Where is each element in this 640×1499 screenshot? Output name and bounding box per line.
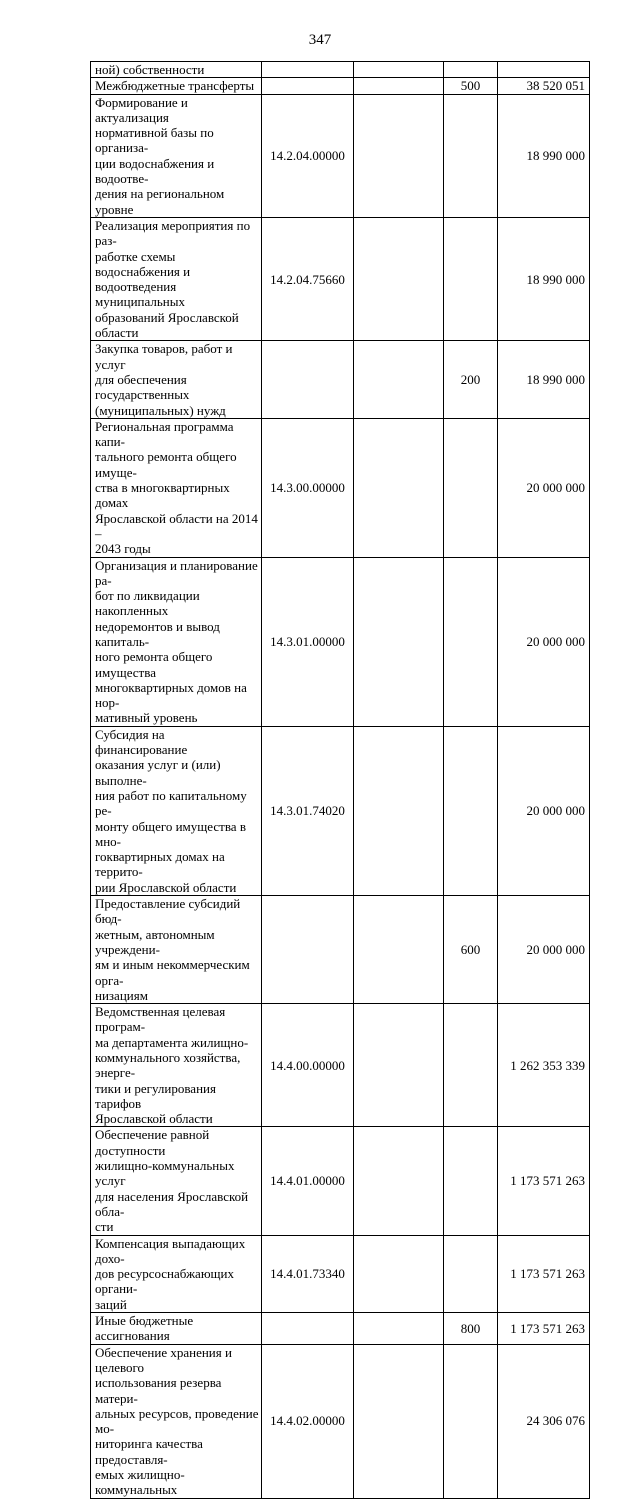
row-blank-cell [354, 217, 444, 340]
row-amount: 20 000 000 [498, 418, 590, 557]
row-code: 14.4.02.00000 [262, 1344, 354, 1498]
row-expense-kind [444, 418, 498, 557]
row-expense-kind: 600 [444, 896, 498, 1004]
budget-table [90, 61, 590, 1499]
row-blank-cell [354, 1235, 444, 1312]
table-row [91, 1235, 590, 1312]
row-name: Организация и планирование ра- бот по ликвидации накопленных недоремонтов и вывод капиталь- ного ремонта общего имущества многоквартирных домов на нор- мативный уровень [91, 557, 262, 726]
table-row [91, 1127, 590, 1235]
row-expense-kind [444, 557, 498, 726]
row-code: 14.3.00.00000 [262, 418, 354, 557]
row-name: Региональная программа капи- тального ремонта общего имуще- ства в многоквартирных домах Ярославской области на 2014 – 2043 годы [91, 418, 262, 557]
row-blank-cell [354, 557, 444, 726]
row-code: 14.3.01.00000 [262, 557, 354, 726]
row-expense-kind [444, 217, 498, 340]
table-row [91, 557, 590, 726]
row-amount: 20 000 000 [498, 896, 590, 1004]
row-amount: 38 520 051 [498, 78, 590, 94]
row-code: 14.4.01.73340 [262, 1235, 354, 1312]
row-amount: 18 990 000 [498, 341, 590, 418]
row-amount: 1 173 571 263 [498, 1235, 590, 1312]
table-row [91, 726, 590, 895]
row-blank-cell [354, 418, 444, 557]
row-name: Обеспечение хранения и целевого использования резерва матери- альных ресурсов, проведение мо- ниторинга качества предоставля- емых жилищно-коммунальных [91, 1344, 262, 1498]
row-blank-cell [354, 78, 444, 94]
row-name: Субсидия на финансирование оказания услуг и (или) выполне- ния работ по капитальному ре- монту общего имущества в мно- гоквартирных домах на террито- рии Ярославской области [91, 726, 262, 895]
row-expense-kind [444, 62, 498, 78]
table-row [91, 418, 590, 557]
table-row [91, 1344, 590, 1498]
table-row [91, 62, 590, 78]
row-blank-cell [354, 94, 444, 217]
table-row [91, 1313, 590, 1345]
row-expense-kind: 200 [444, 341, 498, 418]
row-expense-kind [444, 1004, 498, 1127]
row-code [262, 1313, 354, 1345]
row-code [262, 896, 354, 1004]
row-amount: 1 262 353 339 [498, 1004, 590, 1127]
table-row [91, 341, 590, 418]
row-amount: 24 306 076 [498, 1344, 590, 1498]
row-expense-kind [444, 1235, 498, 1312]
row-code: 14.3.01.74020 [262, 726, 354, 895]
row-code: 14.2.04.00000 [262, 94, 354, 217]
row-code [262, 341, 354, 418]
row-blank-cell [354, 341, 444, 418]
table-row [91, 78, 590, 94]
row-blank-cell [354, 62, 444, 78]
table-row [91, 1004, 590, 1127]
row-amount: 20 000 000 [498, 726, 590, 895]
row-amount [498, 62, 590, 78]
row-expense-kind: 500 [444, 78, 498, 94]
row-code [262, 78, 354, 94]
row-code: 14.4.01.00000 [262, 1127, 354, 1235]
row-amount: 1 173 571 263 [498, 1313, 590, 1345]
row-expense-kind [444, 1344, 498, 1498]
row-name: Ведомственная целевая програм- ма департамента жилищно- коммунального хозяйства, энерге- тики и регулирования тарифов Ярославской области [91, 1004, 262, 1127]
row-blank-cell [354, 726, 444, 895]
row-name: Межбюджетные трансферты [91, 78, 262, 94]
row-blank-cell [354, 1004, 444, 1127]
row-blank-cell [354, 1344, 444, 1498]
row-expense-kind: 800 [444, 1313, 498, 1345]
row-name: Иные бюджетные ассигнования [91, 1313, 262, 1345]
row-blank-cell [354, 1127, 444, 1235]
row-name: Обеспечение равной доступности жилищно-коммунальных услуг для населения Ярославской обла- сти [91, 1127, 262, 1235]
row-name: ной) собственности [91, 62, 262, 78]
row-code [262, 62, 354, 78]
table-row [91, 896, 590, 1004]
row-amount: 18 990 000 [498, 94, 590, 217]
row-expense-kind [444, 1127, 498, 1235]
row-name: Закупка товаров, работ и услуг для обеспечения государственных (муниципальных) нужд [91, 341, 262, 418]
row-blank-cell [354, 896, 444, 1004]
row-name: Компенсация выпадающих дохо- дов ресурсоснабжающих органи- заций [91, 1235, 262, 1312]
row-code: 14.2.04.75660 [262, 217, 354, 340]
row-amount: 20 000 000 [498, 557, 590, 726]
table-row [91, 217, 590, 340]
table-row [91, 94, 590, 217]
row-name: Формирование и актуализация нормативной базы по организа- ции водоснабжения и водоотве- дения на региональном уровне [91, 94, 262, 217]
page-number: 347 [308, 32, 332, 48]
row-blank-cell [354, 1313, 444, 1345]
row-expense-kind [444, 726, 498, 895]
row-expense-kind [444, 94, 498, 217]
row-name: Предоставление субсидий бюд- жетным, автономным учреждени- ям и иным некоммерческим орга- низациям [91, 896, 262, 1004]
row-amount: 1 173 571 263 [498, 1127, 590, 1235]
row-amount: 18 990 000 [498, 217, 590, 340]
row-code: 14.4.00.00000 [262, 1004, 354, 1127]
row-name: Реализация мероприятия по раз- работке схемы водоснабжения и водоотведения муниципальных образований Ярославской области [91, 217, 262, 340]
